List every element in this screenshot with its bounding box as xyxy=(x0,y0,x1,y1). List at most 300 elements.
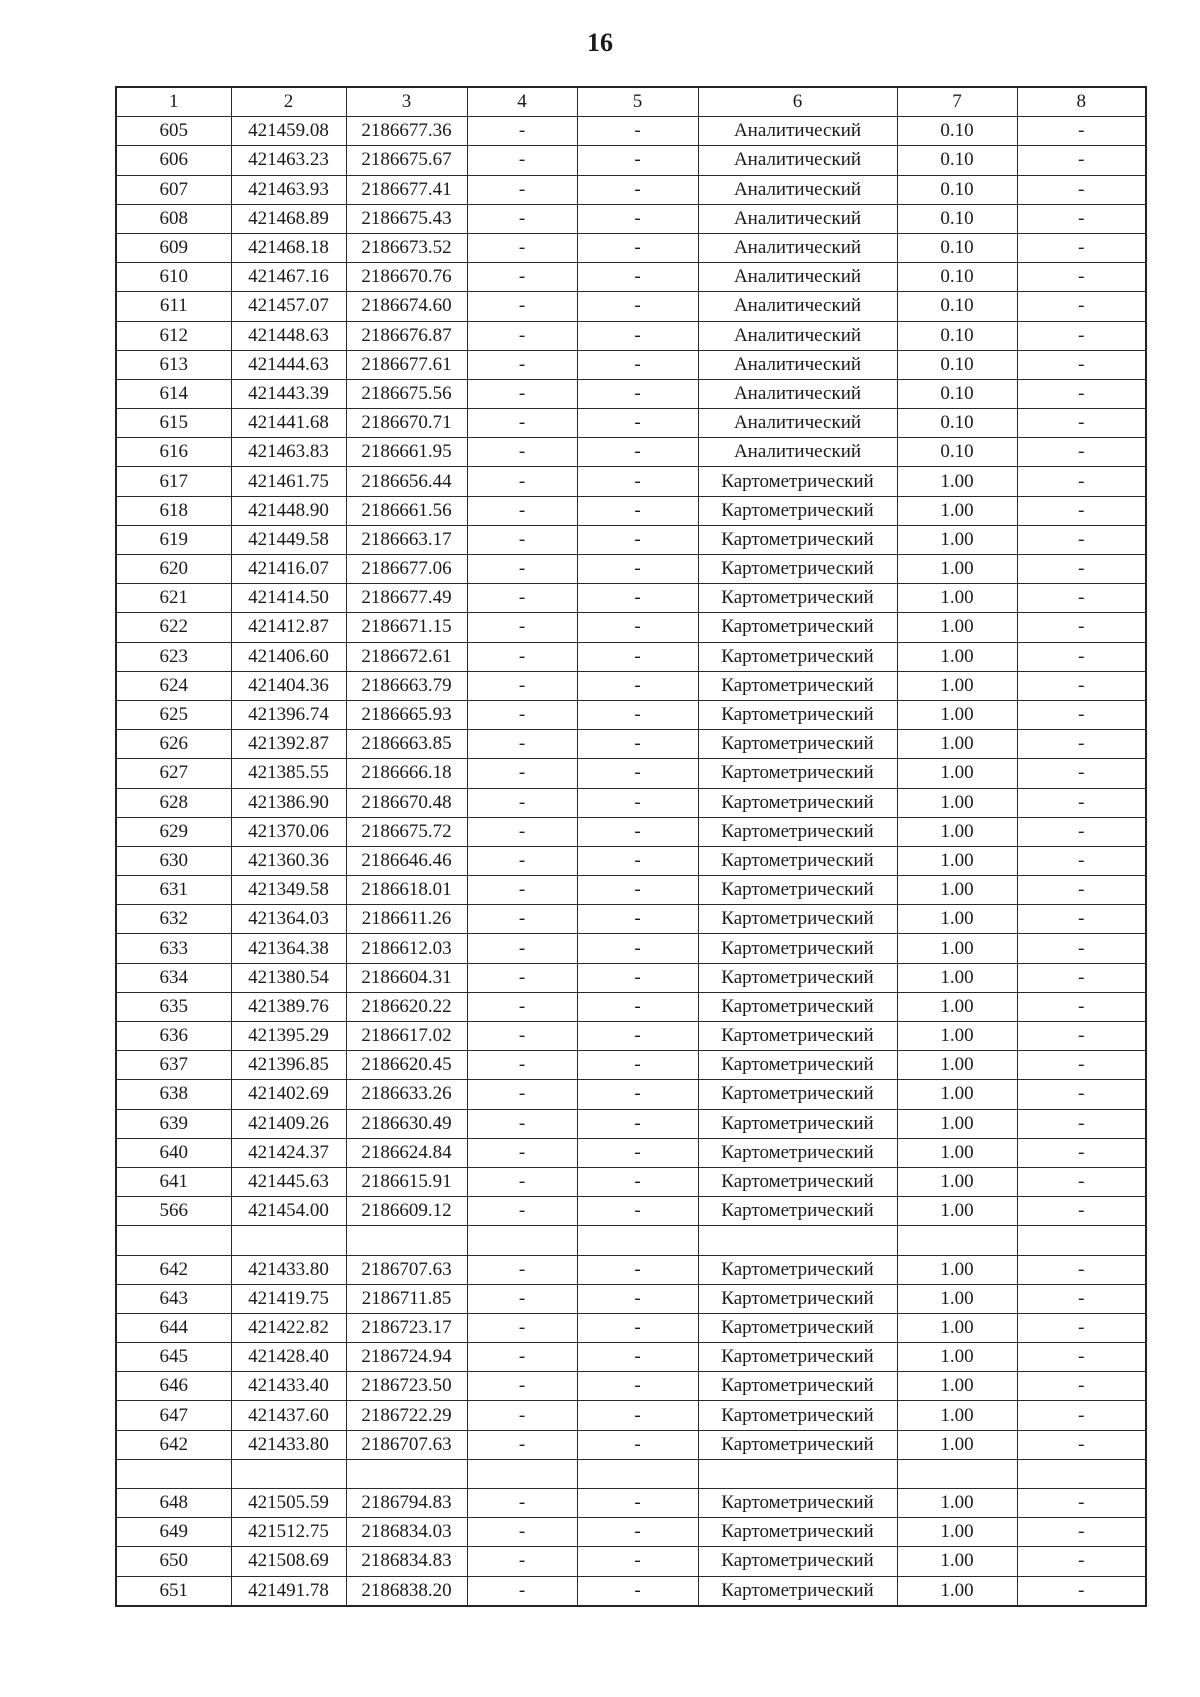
cell-col-5: - xyxy=(577,1518,698,1547)
cell-method: Аналитический xyxy=(698,175,897,204)
cell-col-4: - xyxy=(467,292,577,321)
cell-col-5: - xyxy=(577,1255,698,1284)
cell-accuracy: 0.10 xyxy=(897,233,1017,262)
cell-method: Аналитический xyxy=(698,146,897,175)
table-row xyxy=(116,350,1146,379)
cell-accuracy: 0.10 xyxy=(897,292,1017,321)
cell-x-coordinate: 421437.60 xyxy=(231,1401,346,1430)
cell-y-coordinate: 2186670.48 xyxy=(346,788,467,817)
cell-col-5: - xyxy=(577,613,698,642)
cell-accuracy: 1.00 xyxy=(897,759,1017,788)
cell-x-coordinate: 421395.29 xyxy=(231,1022,346,1051)
cell-x-coordinate: 421463.83 xyxy=(231,438,346,467)
cell-y-coordinate: 2186672.61 xyxy=(346,642,467,671)
column-header-3: 3 xyxy=(346,87,467,117)
cell-method: Аналитический xyxy=(698,233,897,262)
cell-col-8: - xyxy=(1017,350,1146,379)
cell-y-coordinate: 2186671.15 xyxy=(346,613,467,642)
table-row xyxy=(116,1430,1146,1459)
cell-col-5: - xyxy=(577,379,698,408)
cell-accuracy: 0.10 xyxy=(897,263,1017,292)
cell-col-5 xyxy=(577,1226,698,1255)
cell-method xyxy=(698,1226,897,1255)
cell-x-coordinate: 421389.76 xyxy=(231,992,346,1021)
cell-point-number: 651 xyxy=(116,1576,231,1606)
cell-col-8: - xyxy=(1017,1489,1146,1518)
table-row xyxy=(116,1138,1146,1167)
cell-col-8: - xyxy=(1017,263,1146,292)
cell-col-8: - xyxy=(1017,934,1146,963)
table-body xyxy=(116,117,1146,1606)
cell-x-coordinate: 421416.07 xyxy=(231,555,346,584)
cell-accuracy: 1.00 xyxy=(897,1313,1017,1342)
cell-y-coordinate: 2186661.56 xyxy=(346,496,467,525)
cell-y-coordinate: 2186620.45 xyxy=(346,1051,467,1080)
table-row xyxy=(116,1022,1146,1051)
cell-col-8: - xyxy=(1017,1138,1146,1167)
column-header-1: 1 xyxy=(116,87,231,117)
cell-col-5: - xyxy=(577,467,698,496)
cell-col-5: - xyxy=(577,321,698,350)
cell-col-8: - xyxy=(1017,730,1146,759)
table-row xyxy=(116,1401,1146,1430)
cell-col-5: - xyxy=(577,1022,698,1051)
cell-y-coordinate: 2186676.87 xyxy=(346,321,467,350)
cell-col-8: - xyxy=(1017,379,1146,408)
cell-accuracy: 0.10 xyxy=(897,321,1017,350)
cell-y-coordinate: 2186609.12 xyxy=(346,1197,467,1226)
cell-col-5: - xyxy=(577,1284,698,1313)
cell-accuracy: 1.00 xyxy=(897,963,1017,992)
cell-point-number: 611 xyxy=(116,292,231,321)
cell-col-5: - xyxy=(577,1051,698,1080)
cell-method: Картометрический xyxy=(698,1022,897,1051)
cell-method: Картометрический xyxy=(698,817,897,846)
cell-col-8: - xyxy=(1017,642,1146,671)
cell-accuracy: 0.10 xyxy=(897,379,1017,408)
cell-col-5: - xyxy=(577,1401,698,1430)
cell-col-8: - xyxy=(1017,1080,1146,1109)
cell-col-4: - xyxy=(467,700,577,729)
cell-x-coordinate: 421449.58 xyxy=(231,525,346,554)
table-row xyxy=(116,700,1146,729)
cell-col-4: - xyxy=(467,496,577,525)
cell-method: Картометрический xyxy=(698,496,897,525)
cell-col-4: - xyxy=(467,905,577,934)
cell-accuracy: 0.10 xyxy=(897,204,1017,233)
cell-y-coordinate: 2186677.61 xyxy=(346,350,467,379)
cell-y-coordinate: 2186617.02 xyxy=(346,1022,467,1051)
cell-col-4: - xyxy=(467,730,577,759)
cell-point-number: 641 xyxy=(116,1167,231,1196)
cell-col-8: - xyxy=(1017,438,1146,467)
cell-accuracy: 1.00 xyxy=(897,1138,1017,1167)
cell-y-coordinate: 2186666.18 xyxy=(346,759,467,788)
table-row xyxy=(116,204,1146,233)
cell-x-coordinate: 421404.36 xyxy=(231,671,346,700)
cell-point-number: 638 xyxy=(116,1080,231,1109)
cell-y-coordinate: 2186646.46 xyxy=(346,846,467,875)
cell-method: Картометрический xyxy=(698,730,897,759)
cell-point-number: 606 xyxy=(116,146,231,175)
cell-point-number xyxy=(116,1459,231,1488)
cell-x-coordinate: 421441.68 xyxy=(231,409,346,438)
cell-col-8: - xyxy=(1017,555,1146,584)
cell-col-5: - xyxy=(577,788,698,817)
cell-point-number: 624 xyxy=(116,671,231,700)
cell-accuracy: 0.10 xyxy=(897,350,1017,379)
cell-col-8: - xyxy=(1017,1372,1146,1401)
cell-point-number: 627 xyxy=(116,759,231,788)
cell-col-5: - xyxy=(577,1167,698,1196)
cell-x-coordinate: 421463.23 xyxy=(231,146,346,175)
cell-accuracy: 1.00 xyxy=(897,525,1017,554)
cell-col-8: - xyxy=(1017,1547,1146,1576)
table-row xyxy=(116,263,1146,292)
cell-method: Картометрический xyxy=(698,584,897,613)
cell-y-coordinate: 2186663.17 xyxy=(346,525,467,554)
cell-col-4: - xyxy=(467,788,577,817)
cell-x-coordinate: 421467.16 xyxy=(231,263,346,292)
cell-accuracy: 1.00 xyxy=(897,555,1017,584)
cell-point-number: 620 xyxy=(116,555,231,584)
cell-y-coordinate: 2186834.03 xyxy=(346,1518,467,1547)
cell-col-8: - xyxy=(1017,1022,1146,1051)
table-row xyxy=(116,846,1146,875)
cell-x-coordinate: 421412.87 xyxy=(231,613,346,642)
cell-accuracy: 0.10 xyxy=(897,117,1017,146)
cell-col-4: - xyxy=(467,1255,577,1284)
cell-col-5: - xyxy=(577,117,698,146)
cell-x-coordinate: 421505.59 xyxy=(231,1489,346,1518)
cell-x-coordinate: 421360.36 xyxy=(231,846,346,875)
table-row xyxy=(116,1372,1146,1401)
cell-col-5: - xyxy=(577,1372,698,1401)
cell-point-number: 623 xyxy=(116,642,231,671)
cell-method: Картометрический xyxy=(698,1197,897,1226)
cell-y-coordinate xyxy=(346,1226,467,1255)
cell-point-number: 610 xyxy=(116,263,231,292)
cell-y-coordinate: 2186723.50 xyxy=(346,1372,467,1401)
cell-accuracy: 1.00 xyxy=(897,817,1017,846)
cell-accuracy: 1.00 xyxy=(897,1022,1017,1051)
cell-col-5: - xyxy=(577,1576,698,1606)
cell-col-5: - xyxy=(577,730,698,759)
cell-accuracy: 1.00 xyxy=(897,788,1017,817)
cell-col-8: - xyxy=(1017,1109,1146,1138)
table-row xyxy=(116,409,1146,438)
cell-col-4: - xyxy=(467,1430,577,1459)
cell-col-4: - xyxy=(467,175,577,204)
cell-x-coordinate: 421364.38 xyxy=(231,934,346,963)
cell-point-number: 608 xyxy=(116,204,231,233)
cell-method: Картометрический xyxy=(698,1401,897,1430)
page-number: 16 xyxy=(587,28,613,57)
cell-col-4: - xyxy=(467,1547,577,1576)
cell-col-5: - xyxy=(577,671,698,700)
cell-col-4: - xyxy=(467,1080,577,1109)
cell-col-5: - xyxy=(577,496,698,525)
cell-col-4: - xyxy=(467,1372,577,1401)
table-row xyxy=(116,584,1146,613)
table-row xyxy=(116,1109,1146,1138)
cell-y-coordinate: 2186663.79 xyxy=(346,671,467,700)
cell-method: Картометрический xyxy=(698,1489,897,1518)
cell-y-coordinate: 2186663.85 xyxy=(346,730,467,759)
cell-x-coordinate: 421414.50 xyxy=(231,584,346,613)
cell-y-coordinate: 2186670.76 xyxy=(346,263,467,292)
cell-y-coordinate: 2186834.83 xyxy=(346,1547,467,1576)
cell-accuracy: 1.00 xyxy=(897,730,1017,759)
cell-col-8: - xyxy=(1017,700,1146,729)
cell-point-number: 633 xyxy=(116,934,231,963)
cell-col-5: - xyxy=(577,1489,698,1518)
cell-y-coordinate: 2186677.06 xyxy=(346,555,467,584)
table-row xyxy=(116,671,1146,700)
cell-col-4: - xyxy=(467,992,577,1021)
cell-col-5: - xyxy=(577,350,698,379)
cell-method: Аналитический xyxy=(698,379,897,408)
cell-col-8: - xyxy=(1017,409,1146,438)
cell-method: Аналитический xyxy=(698,321,897,350)
cell-accuracy: 1.00 xyxy=(897,1518,1017,1547)
table-header xyxy=(116,87,1146,117)
cell-y-coordinate: 2186661.95 xyxy=(346,438,467,467)
cell-col-4: - xyxy=(467,263,577,292)
table-row xyxy=(116,292,1146,321)
cell-accuracy: 1.00 xyxy=(897,1284,1017,1313)
cell-y-coordinate: 2186630.49 xyxy=(346,1109,467,1138)
cell-accuracy: 1.00 xyxy=(897,1255,1017,1284)
cell-method: Аналитический xyxy=(698,117,897,146)
cell-y-coordinate: 2186707.63 xyxy=(346,1430,467,1459)
cell-x-coordinate: 421463.93 xyxy=(231,175,346,204)
cell-point-number: 642 xyxy=(116,1430,231,1459)
cell-x-coordinate: 421433.80 xyxy=(231,1430,346,1459)
cell-accuracy xyxy=(897,1459,1017,1488)
cell-x-coordinate: 421349.58 xyxy=(231,876,346,905)
cell-col-5: - xyxy=(577,233,698,262)
cell-method: Картометрический xyxy=(698,963,897,992)
cell-col-4: - xyxy=(467,1109,577,1138)
column-header-6: 6 xyxy=(698,87,897,117)
cell-col-5: - xyxy=(577,846,698,875)
cell-col-4: - xyxy=(467,525,577,554)
cell-col-5: - xyxy=(577,438,698,467)
cell-point-number: 566 xyxy=(116,1197,231,1226)
cell-point-number: 635 xyxy=(116,992,231,1021)
cell-accuracy: 1.00 xyxy=(897,1489,1017,1518)
table-row xyxy=(116,379,1146,408)
table-row xyxy=(116,905,1146,934)
cell-y-coordinate: 2186633.26 xyxy=(346,1080,467,1109)
cell-col-5: - xyxy=(577,963,698,992)
cell-x-coordinate: 421409.26 xyxy=(231,1109,346,1138)
cell-col-8: - xyxy=(1017,963,1146,992)
cell-method: Аналитический xyxy=(698,204,897,233)
cell-y-coordinate: 2186620.22 xyxy=(346,992,467,1021)
cell-col-5: - xyxy=(577,1080,698,1109)
cell-col-4: - xyxy=(467,1489,577,1518)
cell-point-number: 621 xyxy=(116,584,231,613)
cell-col-8 xyxy=(1017,1226,1146,1255)
cell-accuracy: 1.00 xyxy=(897,671,1017,700)
cell-point-number: 645 xyxy=(116,1343,231,1372)
column-header-4: 4 xyxy=(467,87,577,117)
cell-x-coordinate: 421370.06 xyxy=(231,817,346,846)
cell-col-5 xyxy=(577,1459,698,1488)
cell-x-coordinate: 421443.39 xyxy=(231,379,346,408)
cell-method: Картометрический xyxy=(698,1313,897,1342)
table-row xyxy=(116,233,1146,262)
cell-col-5: - xyxy=(577,525,698,554)
cell-col-4 xyxy=(467,1226,577,1255)
cell-accuracy: 1.00 xyxy=(897,642,1017,671)
cell-x-coordinate: 421457.07 xyxy=(231,292,346,321)
cell-col-4: - xyxy=(467,934,577,963)
table-row xyxy=(116,1051,1146,1080)
cell-x-coordinate: 421402.69 xyxy=(231,1080,346,1109)
cell-x-coordinate xyxy=(231,1226,346,1255)
cell-col-8: - xyxy=(1017,788,1146,817)
cell-col-5: - xyxy=(577,292,698,321)
column-header-2: 2 xyxy=(231,87,346,117)
cell-y-coordinate: 2186673.52 xyxy=(346,233,467,262)
cell-method: Аналитический xyxy=(698,438,897,467)
cell-y-coordinate: 2186838.20 xyxy=(346,1576,467,1606)
cell-x-coordinate: 421468.89 xyxy=(231,204,346,233)
cell-col-8: - xyxy=(1017,817,1146,846)
cell-col-4: - xyxy=(467,555,577,584)
cell-method: Аналитический xyxy=(698,263,897,292)
table-row xyxy=(116,467,1146,496)
cell-method: Аналитический xyxy=(698,350,897,379)
table-row xyxy=(116,1167,1146,1196)
cell-accuracy: 1.00 xyxy=(897,1109,1017,1138)
cell-col-4: - xyxy=(467,438,577,467)
cell-point-number: 649 xyxy=(116,1518,231,1547)
cell-col-8: - xyxy=(1017,1197,1146,1226)
cell-col-4: - xyxy=(467,963,577,992)
cell-point-number: 642 xyxy=(116,1255,231,1284)
cell-col-4: - xyxy=(467,233,577,262)
cell-col-8: - xyxy=(1017,321,1146,350)
cell-method: Картометрический xyxy=(698,1547,897,1576)
table-row xyxy=(116,1313,1146,1342)
cell-accuracy: 1.00 xyxy=(897,1197,1017,1226)
cell-col-8: - xyxy=(1017,846,1146,875)
cell-col-8: - xyxy=(1017,1576,1146,1606)
cell-x-coordinate: 421422.82 xyxy=(231,1313,346,1342)
cell-x-coordinate: 421380.54 xyxy=(231,963,346,992)
cell-accuracy: 1.00 xyxy=(897,467,1017,496)
header-row xyxy=(116,87,1146,117)
cell-accuracy: 1.00 xyxy=(897,992,1017,1021)
cell-col-8: - xyxy=(1017,992,1146,1021)
cell-y-coordinate: 2186615.91 xyxy=(346,1167,467,1196)
cell-point-number: 615 xyxy=(116,409,231,438)
cell-col-5: - xyxy=(577,759,698,788)
cell-col-4: - xyxy=(467,817,577,846)
cell-col-8: - xyxy=(1017,1430,1146,1459)
cell-point-number: 619 xyxy=(116,525,231,554)
table-row xyxy=(116,1576,1146,1606)
table-row xyxy=(116,1489,1146,1518)
cell-method xyxy=(698,1459,897,1488)
cell-point-number: 637 xyxy=(116,1051,231,1080)
table-row xyxy=(116,788,1146,817)
table-row xyxy=(116,876,1146,905)
cell-accuracy: 0.10 xyxy=(897,409,1017,438)
cell-col-8: - xyxy=(1017,584,1146,613)
column-header-7: 7 xyxy=(897,87,1017,117)
cell-point-number: 626 xyxy=(116,730,231,759)
cell-x-coordinate: 421406.60 xyxy=(231,642,346,671)
cell-method: Картометрический xyxy=(698,1430,897,1459)
cell-method: Картометрический xyxy=(698,1576,897,1606)
cell-y-coordinate: 2186604.31 xyxy=(346,963,467,992)
table-row xyxy=(116,438,1146,467)
cell-col-8: - xyxy=(1017,1401,1146,1430)
cell-point-number: 613 xyxy=(116,350,231,379)
cell-y-coordinate: 2186675.67 xyxy=(346,146,467,175)
cell-col-4: - xyxy=(467,1197,577,1226)
table-row xyxy=(116,525,1146,554)
cell-col-4: - xyxy=(467,1051,577,1080)
cell-accuracy xyxy=(897,1226,1017,1255)
cell-col-8: - xyxy=(1017,467,1146,496)
table-row xyxy=(116,321,1146,350)
cell-col-8: - xyxy=(1017,1051,1146,1080)
cell-col-4: - xyxy=(467,321,577,350)
cell-method: Картометрический xyxy=(698,934,897,963)
cell-y-coordinate: 2186711.85 xyxy=(346,1284,467,1313)
table-row xyxy=(116,1197,1146,1226)
table-row xyxy=(116,1255,1146,1284)
cell-y-coordinate: 2186656.44 xyxy=(346,467,467,496)
cell-point-number: 648 xyxy=(116,1489,231,1518)
coordinates-table xyxy=(115,86,1147,1607)
cell-col-5: - xyxy=(577,876,698,905)
cell-accuracy: 1.00 xyxy=(897,1576,1017,1606)
cell-point-number: 629 xyxy=(116,817,231,846)
cell-col-4: - xyxy=(467,642,577,671)
cell-y-coordinate: 2186677.36 xyxy=(346,117,467,146)
cell-method: Картометрический xyxy=(698,555,897,584)
cell-accuracy: 1.00 xyxy=(897,584,1017,613)
cell-point-number: 618 xyxy=(116,496,231,525)
cell-col-4: - xyxy=(467,467,577,496)
cell-method: Картометрический xyxy=(698,671,897,700)
cell-accuracy: 1.00 xyxy=(897,1401,1017,1430)
cell-point-number: 644 xyxy=(116,1313,231,1342)
cell-accuracy: 1.00 xyxy=(897,905,1017,934)
cell-point-number: 614 xyxy=(116,379,231,408)
table-row xyxy=(116,642,1146,671)
cell-y-coordinate: 2186665.93 xyxy=(346,700,467,729)
cell-point-number: 639 xyxy=(116,1109,231,1138)
cell-col-8: - xyxy=(1017,525,1146,554)
table-row xyxy=(116,1284,1146,1313)
table-row xyxy=(116,992,1146,1021)
cell-accuracy: 0.10 xyxy=(897,146,1017,175)
cell-x-coordinate: 421419.75 xyxy=(231,1284,346,1313)
cell-x-coordinate: 421396.74 xyxy=(231,700,346,729)
cell-method: Картометрический xyxy=(698,992,897,1021)
cell-col-5: - xyxy=(577,1197,698,1226)
cell-method: Картометрический xyxy=(698,1051,897,1080)
table-row xyxy=(116,1459,1146,1488)
